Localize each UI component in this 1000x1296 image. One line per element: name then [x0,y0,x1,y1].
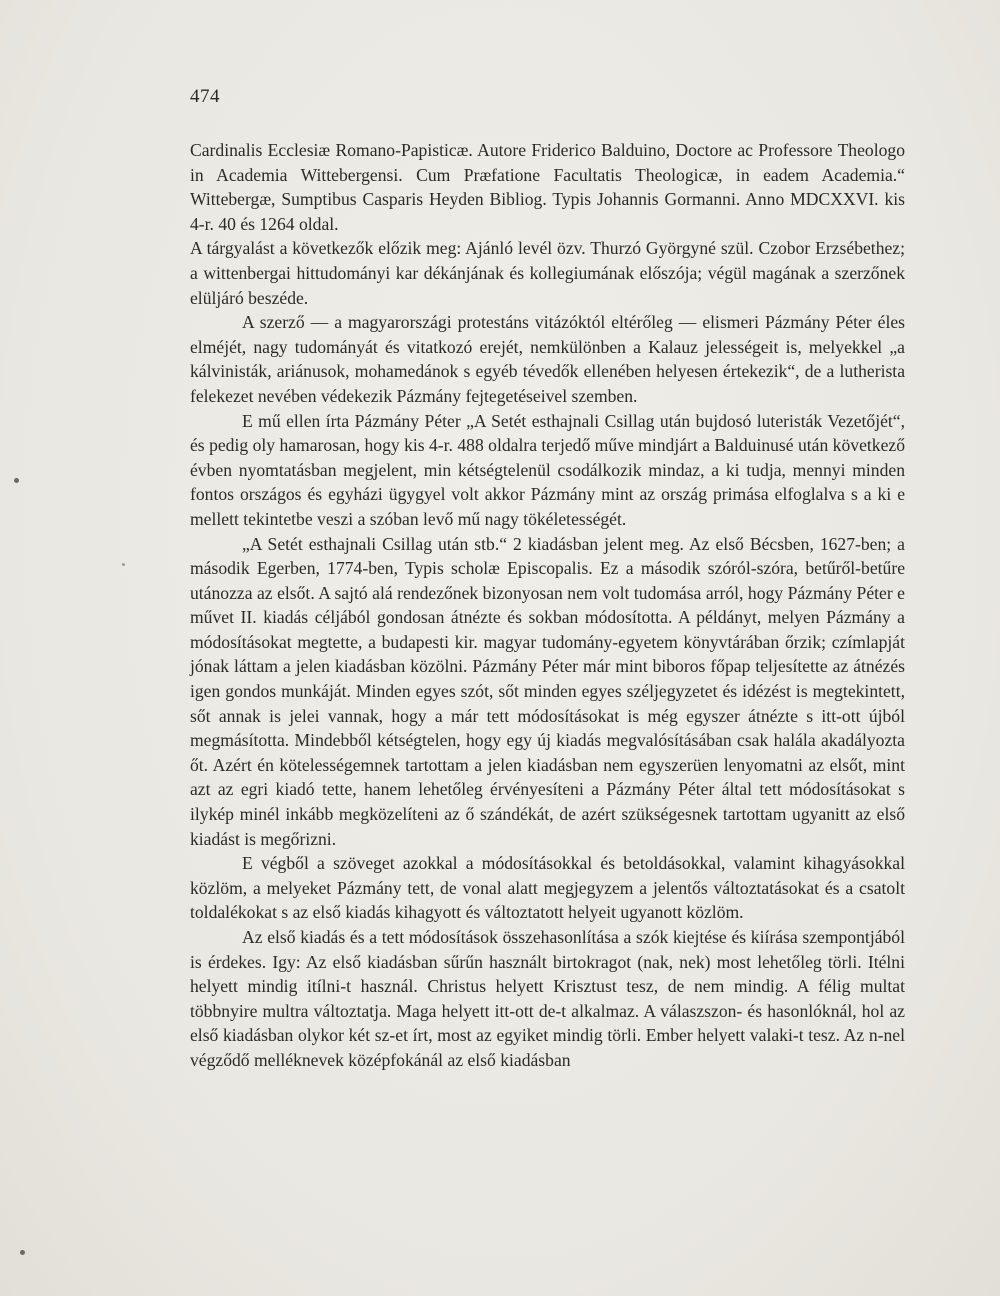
paper-speck [14,478,19,483]
paragraph: „A Setét esthajnali Csillag után stb.“ 2 kiadásban jelent meg. Az első Bécsben, 1627-ben; a második Egerben, 1774-ben, Typis scholæ Episcopalis. Ez a második szóról-szóra, betűről-betűre utánozza az elsőt. A sajtó alá rendezőnek bizonyosan nem volt tudomása arról, hogy Pázmány Péter e művet II. kiadás céljából gondosan átnézte és sokban módosította. A példányt, melyen Pázmány a módosításokat megtette, a budapesti kir. magyar tudomány-egyetem könyvtárában őrzik; czímlapját jónak láttam a jelen kiadásban közölni. Pázmány Péter már mint biboros főpap teljesítette az átnézés igen gondos munkáját. Minden egyes szót, sőt minden egyes széljegyzetet és idézést is megtekintett, sőt annak is jelei vannak, hogy a már tett módosításokat is még egyszer átnézte s itt-ott újból megmásította. Mindebből kétségtelen, hogy egy új kiadás megvalósításában csak halála akadályozta őt. Azért én kötelességemnek tartottam a jelen kiadásban nem egyszerüen lenyomatni az elsőt, mint azt az egri kiadó tette, hanem lehetőleg érvényesíteni a Pázmány Péter által tett módosításokat s ilykép minél inkább megközelíteni az ő szándékát, de azért szükségesnek tartottam ugyanitt az első kiadást is megőrizni. [190,533,905,849]
paragraph: Cardinalis Ecclesiæ Romano-Papisticæ. Autore Friderico Balduino, Doctore ac Professore Theologo in Academia Wittebergensi. Cum Præfatione Facultatis Theologicæ, in eadem Academia.“ Wittebergæ, Sumptibus Casparis Heyden Bibliog. Typis Johannis Gormanni. Anno MDCXXVI. kis 4-r. 40 és 1264 oldal. [190,140,905,234]
page-number: 474 [190,86,220,107]
paragraph: A szerző — a magyarországi protestáns vitázóktól eltérőleg — elismeri Pázmány Péter éles elméjét, nagy tudományát és vitatkozó erejét, nemkülönben a Kalauz jelességeit is, melyekkel „a kálvinisták, ariánusok, mohamedánok s egyéb tévedők ellenében helyesen értekezik“, de a lutherista felekezet nevében védekezik Pázmány fejtegetéseivel szemben. [190,312,905,406]
paragraph: E mű ellen írta Pázmány Péter „A Setét esthajnali Csillag után bujdosó luteristák Vezetőjét“, és pedig oly hamarosan, hogy kis 4-r. 488 oldalra terjedő műve mindjárt a Balduinusé után következő évben nyomtatásban megjelent, min kétségtelenül csodálkozik mindaz, a ki tudja, mennyi minden fontos országos és egyházi ügygyel volt akkor Pázmány mint az ország primása elfoglalva s a ki e mellett tekintetbe veszi a szóban levő mű nagy tökéletességét. [190,410,905,529]
paragraph: E végből a szöveget azokkal a módosításokkal és betoldásokkal, valamint kihagyásokkal közlöm, a melyeket Pázmány tett, de vonal alatt megjegyzem a jelentős változtatásokat és a csatolt toldalékokat s az első kiadás kihagyott és változtatott helyeit ugyanott közlöm. [190,853,905,923]
paper-speck [122,563,125,566]
paper-speck [20,1250,25,1255]
paragraph: A tárgyalást a következők előzik meg: Ajánló levél özv. Thurzó Györgyné szül. Czobor Erzsébethez; a wittenbergai hittudományi kar dékánjának és kollegiumának előszója; végül magának a szerzőnek elüljáró beszéde. [190,238,905,308]
paragraph: Az első kiadás és a tett módosítások összehasonlítása a szók kiejtése és kiírása szempontjából is érdekes. Igy: Az első kiadásban sűrűn használt birtokragot (nak, nek) most lehetőleg törli. Itélni helyett mindig itílni-t használ. Christus helyett Krisztust tesz, de nem mindig. A félig multat többnyire multra változtatja. Maga helyett itt-ott de-t alkalmaz. A válaszszon- és hasonlóknál, hol az első kiadásban olykor két sz-et írt, most az egyiket mindig törli. Ember helyett valaki-t tesz. Az n-nel végződő melléknevek középfokánál az első kiadásban [190,927,905,1070]
body-text [190,138,905,1073]
